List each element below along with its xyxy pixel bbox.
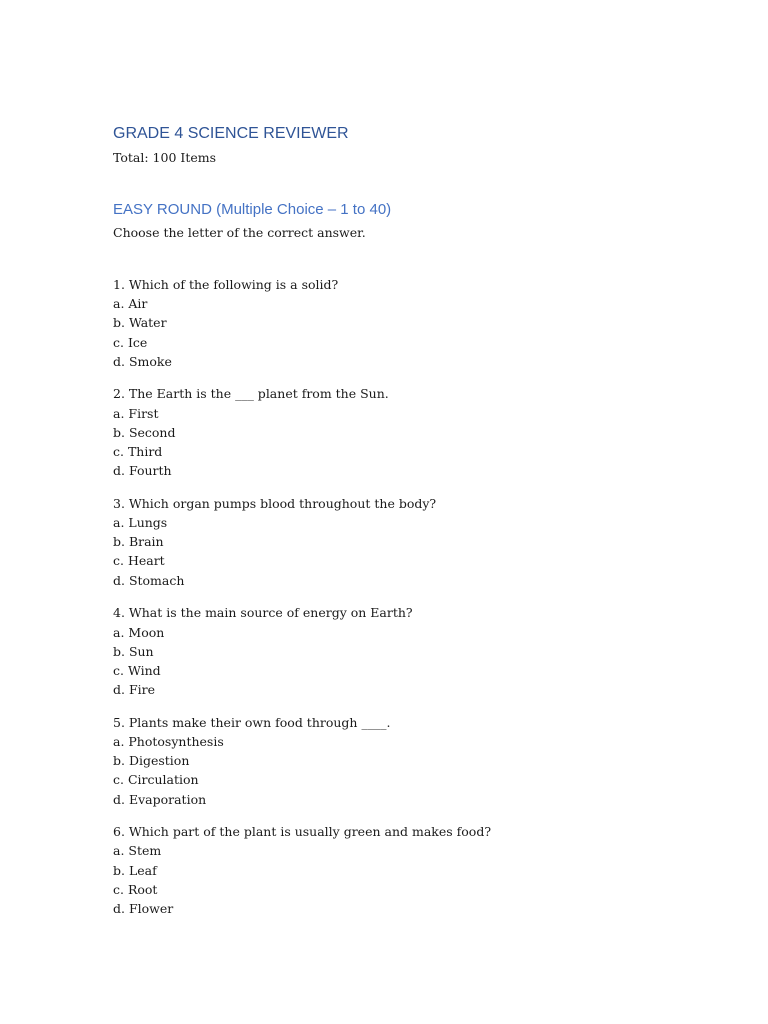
question-text: 6. Which part of the plant is usually green and makes food? bbox=[113, 824, 492, 840]
answer-option: d. Evaporation bbox=[113, 791, 207, 807]
answer-option: d. Flower bbox=[113, 900, 174, 916]
answer-option: d. Fourth bbox=[113, 463, 172, 479]
answer-option: a. Lungs bbox=[113, 515, 168, 531]
question-list bbox=[113, 275, 713, 932]
answer-option: c. Ice bbox=[113, 334, 148, 350]
answer-option: c. Root bbox=[113, 881, 158, 897]
answer-option: b. Water bbox=[113, 315, 167, 331]
answer-option: b. Second bbox=[113, 424, 176, 440]
answer-option: a. Moon bbox=[113, 624, 165, 640]
answer-option: c. Circulation bbox=[113, 772, 199, 788]
total-items-text: Total: 100 Items bbox=[113, 150, 217, 165]
question-item bbox=[113, 713, 713, 809]
answer-option: b. Leaf bbox=[113, 862, 157, 878]
section-instruction: Choose the letter of the correct answer. bbox=[113, 225, 366, 240]
answer-option: a. First bbox=[113, 405, 159, 421]
answer-option: b. Digestion bbox=[113, 753, 190, 769]
answer-option: a. Photosynthesis bbox=[113, 733, 224, 749]
question-item bbox=[113, 822, 713, 918]
question-item bbox=[113, 603, 713, 699]
answer-option: b. Brain bbox=[113, 534, 164, 550]
answer-option: a. Air bbox=[113, 296, 148, 312]
question-item bbox=[113, 275, 713, 371]
answer-option: a. Stem bbox=[113, 843, 162, 859]
question-text: 4. What is the main source of energy on Earth? bbox=[113, 605, 413, 621]
answer-option: c. Heart bbox=[113, 553, 165, 569]
section-title: EASY ROUND (Multiple Choice – 1 to 40) bbox=[113, 201, 392, 218]
answer-option: b. Sun bbox=[113, 643, 154, 659]
document-title: GRADE 4 SCIENCE REVIEWER bbox=[113, 125, 349, 142]
question-text: 1. Which of the following is a solid? bbox=[113, 277, 339, 292]
question-item bbox=[113, 384, 713, 480]
question-item bbox=[113, 494, 713, 590]
question-text: 2. The Earth is the ___ planet from the Sun. bbox=[113, 386, 389, 402]
question-text: 3. Which organ pumps blood throughout the body? bbox=[113, 495, 437, 511]
answer-option: d. Smoke bbox=[113, 353, 172, 369]
answer-option: d. Fire bbox=[113, 682, 155, 698]
question-text: 5. Plants make their own food through ____. bbox=[113, 714, 391, 730]
answer-option: c. Wind bbox=[113, 662, 161, 678]
answer-option: c. Third bbox=[113, 444, 163, 459]
answer-option: d. Stomach bbox=[113, 572, 185, 588]
